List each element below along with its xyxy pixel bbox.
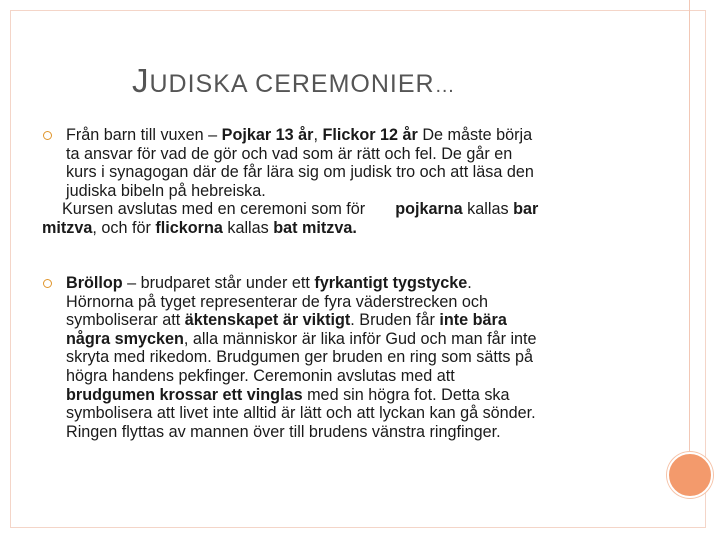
text-run: kallas	[462, 200, 514, 219]
decorative-circle	[667, 452, 713, 498]
text-run: . Bruden får	[350, 311, 440, 330]
emphasis-text: mitzva	[42, 218, 93, 237]
text-line: Ringen flyttas av mannen över till brudens vänstra ringfinger.	[66, 422, 501, 441]
emphasis-text: bar	[513, 200, 539, 219]
emphasis-text: Pojkar 13 år	[221, 126, 314, 144]
emphasis-text: bat mitzva.	[273, 218, 357, 237]
bullet-paragraph-1	[0, 126, 700, 238]
text-line: ta ansvar för vad de gör och vad som är rätt och fel. De går en	[66, 144, 513, 163]
text-run: ,	[313, 126, 323, 144]
text-run: Kursen avslutas med en ceremoni som för	[62, 200, 366, 219]
emphasis-text: Flickor 12 år	[322, 126, 418, 144]
emphasis-text: Bröllop	[66, 274, 123, 292]
emphasis-text: flickorna	[155, 218, 223, 237]
text-run: – brudparet står under ett	[122, 274, 315, 292]
title-first-letter: J	[132, 62, 150, 99]
emphasis-text: pojkarna	[395, 200, 463, 219]
emphasis-text: äktenskapet är viktigt	[184, 311, 351, 330]
title-text: UDISKA CEREMONIER	[149, 70, 435, 98]
text-run: Från barn till vuxen –	[66, 126, 222, 144]
text-run: med sin högra fot. Detta ska	[302, 385, 510, 404]
text-line: judiska bibeln på hebreiska.	[66, 181, 266, 200]
text-line: skryta med rikedom. Brudgumen ger bruden en ring som sätts på	[66, 348, 533, 367]
slide-title	[132, 62, 456, 100]
emphasis-text: fyrkantigt tygstycke	[314, 274, 468, 292]
text-run: .	[467, 274, 472, 292]
title-ellipsis: …	[434, 75, 456, 97]
text-run: symboliserar att	[66, 311, 185, 330]
bullet-circle-icon	[43, 279, 52, 288]
emphasis-text: brudgumen krossar ett vinglas	[66, 385, 303, 404]
text-line: symbolisera att livet inte alltid är lätt och att lyckan kan gå sönder.	[66, 404, 536, 423]
emphasis-text: några smycken	[66, 329, 184, 348]
text-run: kallas	[222, 218, 274, 237]
text-line: högra handens pekfinger. Ceremonin avslutas med att	[66, 366, 455, 385]
text-run: , och för	[92, 218, 156, 237]
text-line: Hörnorna på tyget representerar de fyra väderstrecken och	[66, 292, 488, 311]
emphasis-text: inte bära	[439, 311, 507, 330]
text-run: , alla människor är lika inför Gud och man får inte	[183, 329, 537, 348]
text-run: De måste börja	[417, 126, 533, 144]
text-line: kurs i synagogan där de får lära sig om judisk tro och att läsa den	[66, 163, 534, 182]
bullet-paragraph-2	[66, 274, 696, 441]
